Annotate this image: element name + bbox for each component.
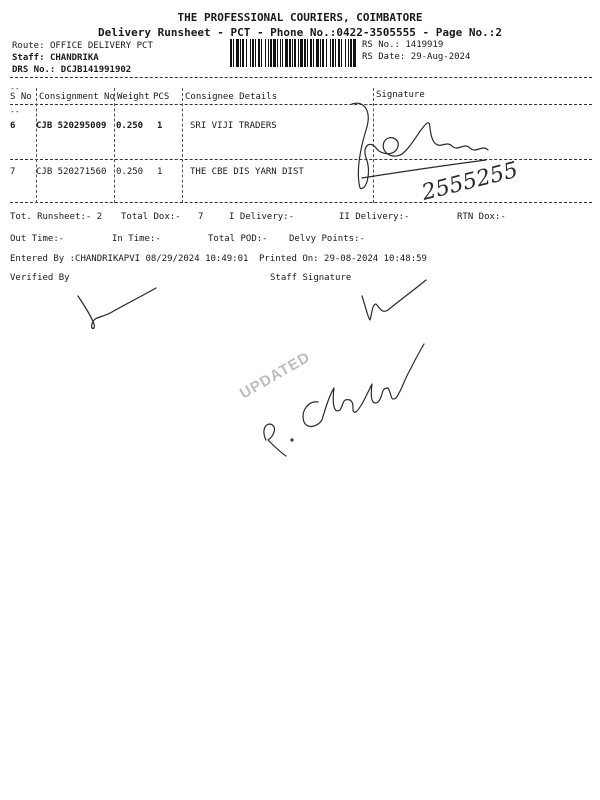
staff-label: Staff:	[12, 53, 45, 63]
rule-header	[10, 104, 592, 105]
drs-line	[12, 65, 131, 75]
out-time: Out Time:-	[10, 234, 65, 244]
row-consignment: CJB 520295009	[36, 121, 107, 131]
row-weight: 0.250	[116, 167, 144, 177]
total-runsheet: Tot. Runsheet:- 2	[10, 212, 103, 222]
total-dox-value: 7	[198, 212, 204, 222]
route-value: OFFICE DELIVERY PCT	[49, 41, 153, 51]
rule-top	[10, 77, 592, 78]
row-sno: 6	[10, 121, 16, 131]
col-divider	[373, 88, 374, 203]
col-header-pcs: PCS	[153, 92, 170, 102]
rule-dash: --	[10, 84, 20, 93]
staff-value: CHANDRIKA	[49, 53, 99, 63]
row-sno: 7	[10, 167, 16, 177]
verified-signature	[78, 288, 156, 329]
row-weight: 0.250	[116, 121, 144, 131]
delvy-points: Delvy Points:-	[289, 234, 365, 244]
receiver-signature-underline	[362, 160, 486, 178]
rs-no-line	[362, 40, 443, 50]
in-time: In Time:-	[112, 234, 161, 244]
drs-value: DCJB141991902	[60, 65, 132, 75]
row-consignee: THE CBE DIS YARN DIST	[190, 167, 304, 177]
rs-date-label: RS Date:	[362, 52, 406, 62]
company-title: THE PROFESSIONAL COURIERS, COIMBATORE	[177, 11, 423, 24]
rs-date-value: 29-Aug-2024	[410, 52, 471, 62]
total-pod: Total POD:-	[208, 234, 268, 244]
col-header-weight: Weight	[117, 92, 150, 102]
col-header-sno: S No	[10, 92, 32, 102]
entered-by: Entered By :CHANDRIKAPVI 08/29/2024 10:49:01	[10, 254, 249, 264]
rule-row-6	[10, 159, 592, 160]
staff-line	[12, 53, 99, 63]
rtn-dox: RTN Dox:-	[457, 212, 506, 222]
col-header-signature: Signature	[376, 90, 425, 100]
rs-no-value: 1419919	[405, 40, 444, 50]
row-consignment: CJB 520271560	[36, 167, 107, 177]
runsheet-subtitle: Delivery Runsheet - PCT - Phone No.:0422-3505555 - Page No.:2	[98, 26, 502, 39]
staff-signature	[362, 280, 426, 320]
total-dox-label: Total Dox:-	[121, 212, 181, 222]
drs-label: DRS No.:	[12, 65, 56, 75]
col-divider	[36, 88, 37, 203]
route-label: Route:	[12, 41, 45, 51]
row-pcs: 1	[157, 121, 163, 131]
verified-by: Verified By	[10, 273, 70, 283]
row-pcs: 1	[157, 167, 163, 177]
col-header-consignment: Consignment No	[39, 92, 115, 102]
ii-delivery: II Delivery:-	[339, 212, 410, 222]
updated-stamp: UPDATED	[237, 348, 314, 403]
rule-dash-2: --	[10, 107, 20, 116]
staff-signature-label: Staff Signature	[270, 273, 352, 283]
col-divider	[182, 88, 183, 203]
rs-date-line	[362, 52, 470, 62]
col-header-consignee: Consignee Details	[185, 92, 278, 102]
table-row	[10, 121, 15, 131]
route-line	[12, 41, 153, 51]
rule-row-7	[10, 202, 592, 203]
col-divider	[114, 88, 115, 203]
row-consignee: SRI VIJI TRADERS	[190, 121, 277, 131]
table-row	[10, 167, 15, 177]
printed-on: Printed On: 29-08-2024 10:48:59	[259, 254, 427, 264]
barcode-icon	[230, 39, 357, 67]
rs-no-label: RS No.:	[362, 40, 400, 50]
handwritten-phone: 2555255	[419, 157, 521, 206]
i-delivery: I Delivery:-	[229, 212, 295, 222]
